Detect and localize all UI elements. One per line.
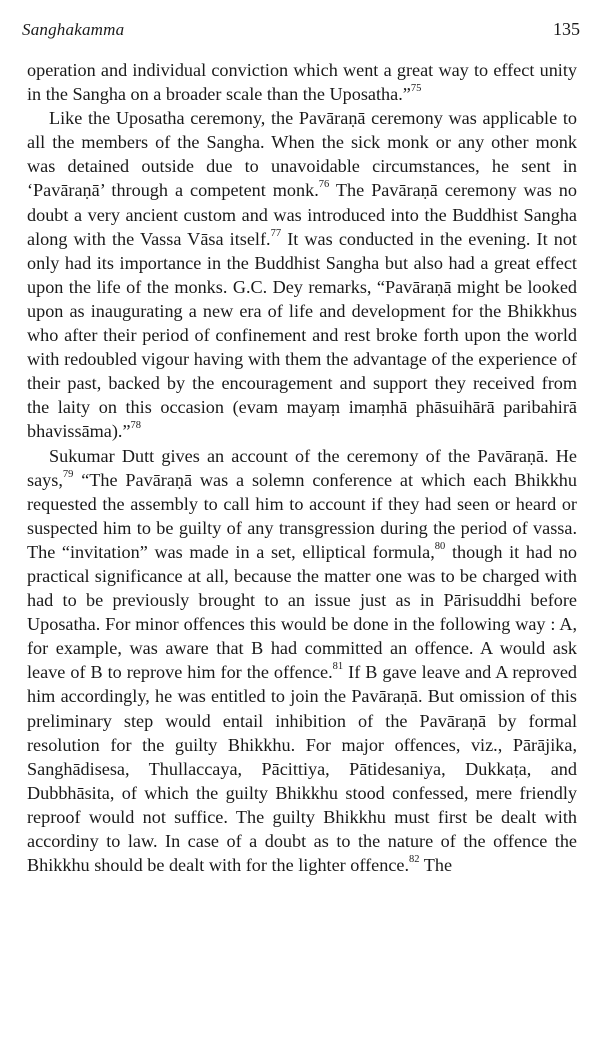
footnote-ref: 75: [410, 83, 422, 95]
page-header: [22, 20, 580, 44]
paragraph-text: If B gave leave and A reproved him accordingly, he was entitled to join the Pavāraṇā. But omission of this preliminary step would entail inhibition of the Pavāraṇā by formal resolution for the guilty Bhikkhu. For major offences, viz., Pārājika, Sanghādisesa, Thullaccaya, Pācittiya, Pātidesaniya, Dukkaṭa, and Dubbhāsita, of which the guilty Bhikkhu stood confessed, mere friendly reproof would not suffice. The guilty Bhikkhu must first be dealt with accordiny to law. In case of a doubt as to the nature of the offence the Bhikkhu should be dealt with for the lighter offence.: [27, 662, 577, 876]
paragraph-text: Like the Uposatha ceremony, the Pavāraṇā ceremony was applicable to all the members of the Sangha. When the sick monk or any other monk was detained outside due to unavoidable circumstances, he sent in ‘Pavāraṇā’ through a competent monk.: [27, 108, 577, 201]
footnote-ref: 76: [318, 179, 330, 191]
paragraph-text: It was conducted in the evening. It not only had its importance in the Buddhist Sangha but also had a great effect upon the life of the monks. G.C. Dey remarks, “Pavāraṇā might be looked upon as inaugurating a new era of life and development for the Bhikkhus who after their period of confinement and rest broke forth upon the world with redoubled vigour having with them the advantage of the experience of their past, backed by the encouragement and support they received from the laity on this occasion (evam mayaṃ imaṃhā phāsuihārā paribahirā bhavissāma).”: [27, 228, 577, 442]
footnote-ref: 82: [409, 854, 420, 866]
footnote-ref: 77: [270, 227, 282, 239]
paragraph: [27, 58, 577, 106]
body-text: [27, 58, 577, 877]
footnote-ref: 80: [434, 540, 446, 552]
paragraph-text: The: [419, 855, 453, 876]
paragraph-text: The Pavāraṇā ceremony was no doubt a very ancient custom and was introduced into the Buddhist Sangha along with the Vassa Vāsa itself.: [27, 180, 577, 249]
paragraph-text: operation and individual conviction which went a great way to effect unity in the Sangha on a broader scale than the Uposatha.”: [27, 60, 577, 105]
paragraph-text: though it had no practical significance at all, because the matter one was to be charged with had to be previously brought to an issue just as in Pārisuddhi before Uposatha. For minor offences this would be done in the following way : A, for example, was aware that B had committed an offence. A would ask leave of B to reprove him for the offence.: [27, 541, 578, 683]
page-number: 135: [553, 19, 580, 39]
running-title: Sanghakamma: [22, 20, 125, 39]
paragraph-text: Sukumar Dutt gives an account of the ceremony of the Pavāraṇā. He says,: [27, 445, 577, 490]
paragraph: [27, 444, 577, 878]
footnote-ref: 78: [130, 420, 142, 432]
paragraph-text: “The Pavāraṇā was a solemn conference at which each Bhikkhu requested the assembly to call him to account if they had seen or heard or suspected him to be guilty of any transgression during the period of vassa. The “invitation” was made in a set, elliptical formula,: [27, 469, 577, 562]
footnote-ref: 79: [62, 468, 74, 480]
footnote-ref: 81: [332, 661, 344, 673]
paragraph: [27, 106, 577, 443]
